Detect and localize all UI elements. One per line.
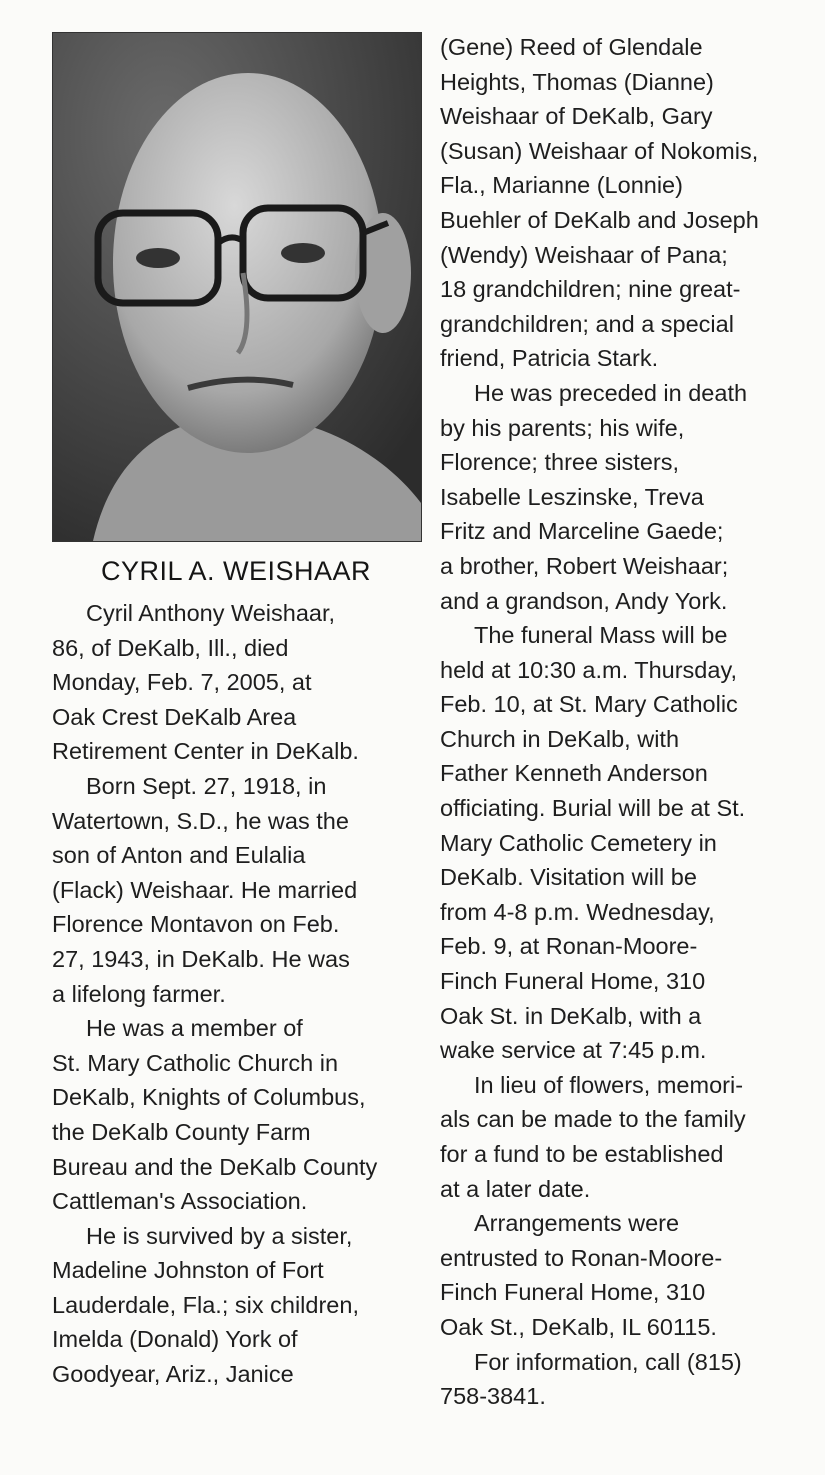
text-line: Florence; three sisters,: [440, 449, 680, 476]
paragraph: [52, 596, 427, 769]
text-line: Weishaar of DeKalb, Gary: [440, 103, 713, 130]
text-line: held at 10:30 a.m. Thursday,: [440, 656, 737, 683]
text-line: Isabelle Leszinske, Treva: [440, 483, 704, 510]
text-line: Feb. 9, at Ronan-Moore-: [440, 933, 698, 960]
paragraph: [440, 1206, 825, 1344]
text-line: 86, of DeKalb, Ill., died: [52, 634, 289, 661]
text-line: for a fund to be established: [440, 1141, 724, 1167]
text-line: Born Sept. 27, 1918, in: [86, 772, 327, 799]
text-line: Buehler of DeKalb and Joseph: [440, 206, 759, 233]
text-line: Heights, Thomas (Dianne): [440, 68, 714, 95]
text-line: Cyril Anthony Weishaar,: [86, 600, 336, 626]
text-line: wake service at 7:45 p.m.: [440, 1037, 707, 1064]
text-line: Watertown, S.D., he was the: [52, 807, 349, 834]
text-line: He was a member of: [86, 1015, 303, 1042]
text-line: (Flack) Weishaar. He married: [52, 876, 358, 903]
portrait-photo: [52, 32, 422, 542]
paragraph: [440, 618, 825, 1068]
text-line: Retirement Center in DeKalb.: [52, 738, 359, 765]
paragraph: [52, 1219, 427, 1392]
text-line: The funeral Mass will be: [474, 622, 728, 649]
text-line: Lauderdale, Fla.; six children,: [52, 1291, 359, 1318]
text-line: Fritz and Marceline Gaede;: [440, 518, 724, 545]
text-line: (Susan) Weishaar of Nokomis,: [440, 137, 759, 164]
text-line: the DeKalb County Farm: [52, 1118, 311, 1145]
text-line: Monday, Feb. 7, 2005, at: [52, 669, 312, 696]
text-line: (Gene) Reed of Glendale: [440, 34, 703, 60]
text-line: Florence Montavon on Feb.: [52, 911, 340, 938]
paragraph: [52, 769, 427, 1011]
text-line: He is survived by a sister,: [86, 1222, 353, 1249]
right-column: [440, 30, 825, 1414]
paragraph: [440, 1345, 825, 1414]
text-line: DeKalb. Visitation will be: [440, 864, 697, 891]
paragraph: [440, 30, 825, 376]
text-line: Mary Catholic Cemetery in: [440, 829, 717, 856]
text-line: Finch Funeral Home, 310: [440, 968, 706, 995]
text-line: St. Mary Catholic Church in: [52, 1049, 339, 1076]
text-line: grandchildren; and a special: [440, 310, 734, 337]
text-line: a brother, Robert Weishaar;: [440, 552, 729, 579]
text-line: Oak St., DeKalb, IL 60115.: [440, 1313, 717, 1340]
text-line: Imelda (Donald) York of: [52, 1326, 298, 1353]
text-line: 27, 1943, in DeKalb. He was: [52, 945, 350, 972]
left-column: [52, 596, 427, 1392]
paragraph: [440, 1068, 825, 1206]
text-line: Father Kenneth Anderson: [440, 760, 708, 787]
text-line: Bureau and the DeKalb County: [52, 1153, 378, 1180]
text-line: Fla., Marianne (Lonnie): [440, 172, 683, 199]
text-line: Cattleman's Association.: [52, 1188, 308, 1215]
obituary-headline: CYRIL A. WEISHAAR: [100, 556, 372, 586]
text-line: Arrangements were: [474, 1210, 680, 1237]
text-line: friend, Patricia Stark.: [440, 345, 659, 372]
text-line: Finch Funeral Home, 310: [440, 1279, 706, 1306]
text-line: and a grandson, Andy York.: [440, 587, 728, 614]
text-line: als can be made to the family: [440, 1106, 746, 1133]
text-line: In lieu of flowers, memori-: [474, 1071, 744, 1098]
text-line: Feb. 10, at St. Mary Catholic: [440, 691, 738, 718]
paragraph: [440, 376, 825, 618]
text-line: at a later date.: [440, 1175, 591, 1202]
text-line: DeKalb, Knights of Columbus,: [52, 1084, 366, 1111]
paragraph: [52, 1011, 427, 1219]
text-line: from 4-8 p.m. Wednesday,: [440, 898, 715, 925]
text-line: by his parents; his wife,: [440, 414, 685, 441]
text-line: Goodyear, Ariz., Janice: [52, 1361, 294, 1388]
text-line: He was preceded in death: [474, 379, 748, 406]
text-line: Madeline Johnston of Fort: [52, 1257, 324, 1284]
text-line: son of Anton and Eulalia: [52, 842, 306, 869]
text-line: (Wendy) Weishaar of Pana;: [440, 241, 728, 268]
text-line: Oak Crest DeKalb Area: [52, 703, 297, 730]
text-line: a lifelong farmer.: [52, 980, 226, 1007]
text-line: For information, call (815): [474, 1348, 742, 1375]
text-line: officiating. Burial will be at St.: [440, 795, 746, 822]
text-line: Oak St. in DeKalb, with a: [440, 1002, 702, 1029]
portrait-image: [53, 33, 421, 541]
text-line: 18 grandchildren; nine great-: [440, 276, 741, 303]
text-line: 758-3841.: [440, 1383, 546, 1410]
text-line: Church in DeKalb, with: [440, 725, 680, 752]
text-line: entrusted to Ronan-Moore-: [440, 1244, 723, 1271]
